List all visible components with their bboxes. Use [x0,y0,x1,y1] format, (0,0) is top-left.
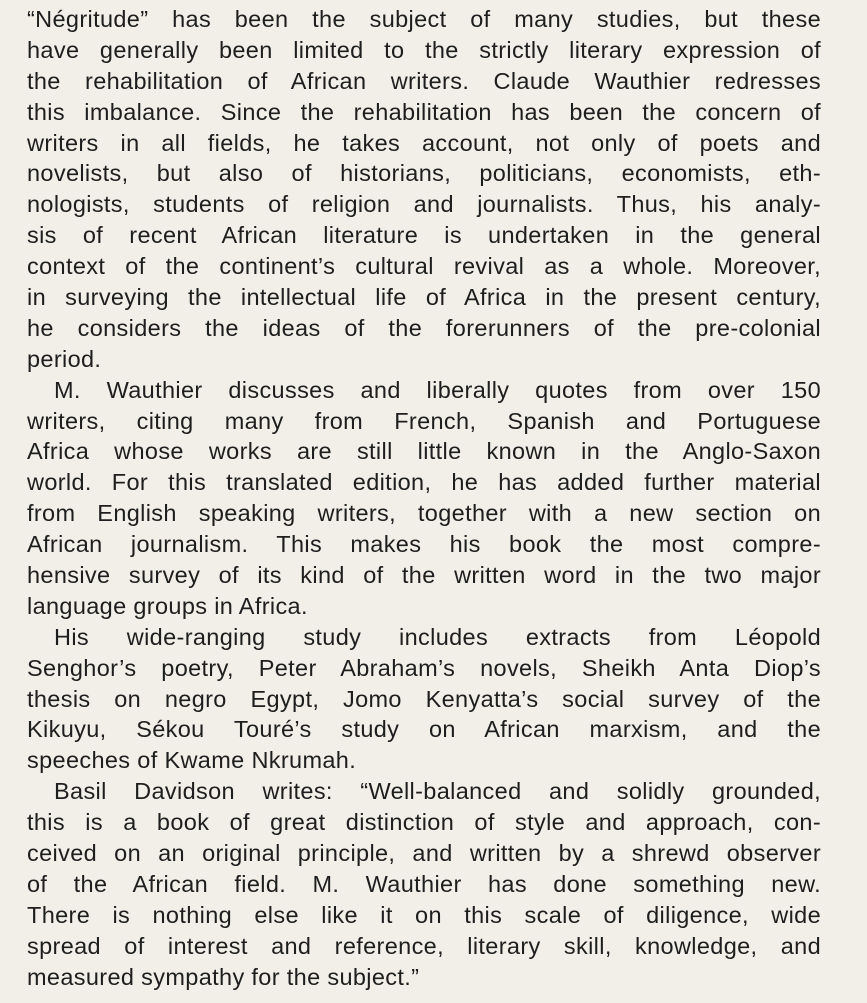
text-line: M. Wauthier discusses and liberally quotes from over 150 [54,376,821,403]
paragraph [27,375,821,622]
text-line: nologists, students of religion and journalists. Thus, his analy- [27,191,821,218]
text-line: this imbalance. Since the rehabilitation has been the concern of [27,98,821,125]
text-line: from English speaking writers, together with a new section on [27,500,821,527]
document-page [27,4,821,993]
text-line: writers in all fields, he takes account, not only of poets and [27,129,821,156]
text-line: Basil Davidson writes: “Well-balanced and solidly grounded, [54,778,821,805]
text-line: he considers the ideas of the forerunners of the pre-colonial [27,314,821,341]
text-line: spread of interest and reference, literary skill, knowledge, and [27,932,821,959]
paragraph [27,622,821,776]
paragraph [27,4,821,375]
text-line: measured sympathy for the subject.” [27,963,420,990]
text-line: Kikuyu, Sékou Touré’s study on African marxism, and the [27,716,821,743]
text-line: novelists, but also of historians, politicians, economists, eth- [27,160,821,187]
text-line: writers, citing many from French, Spanish and Portuguese [27,407,821,434]
text-line: have generally been limited to the strictly literary expression of [27,36,821,63]
text-line: ceived on an original principle, and written by a shrewd observer [27,840,821,867]
paragraph [27,776,821,992]
text-line: Africa whose works are still little known in the Anglo-Saxon [27,438,821,465]
text-line: of the African field. M. Wauthier has done something new. [27,870,821,897]
text-line: Senghor’s poetry, Peter Abraham’s novels, Sheikh Anta Diop’s [27,654,821,681]
text-line: this is a book of great distinction of style and approach, con- [27,809,821,836]
text-line: language groups in Africa. [27,592,308,619]
text-line: context of the continent’s cultural revival as a whole. Moreover, [27,253,821,280]
text-line: world. For this translated edition, he has added further material [27,469,821,496]
text-line: There is nothing else like it on this scale of diligence, wide [27,901,821,928]
text-line: the rehabilitation of African writers. Claude Wauthier redresses [27,67,821,94]
text-line: His wide-ranging study includes extracts from Léopold [54,623,821,650]
text-line: thesis on negro Egypt, Jomo Kenyatta’s social survey of the [27,685,821,712]
text-line: African journalism. This makes his book the most compre- [27,531,821,558]
text-line: in surveying the intellectual life of Africa in the present century, [27,284,821,311]
text-line: “Négritude” has been the subject of many studies, but these [27,6,821,32]
text-line: period. [27,345,102,372]
text-line: sis of recent African literature is undertaken in the general [27,222,821,249]
text-line: speeches of Kwame Nkrumah. [27,747,357,774]
text-line: hensive survey of its kind of the written word in the two major [27,562,821,589]
